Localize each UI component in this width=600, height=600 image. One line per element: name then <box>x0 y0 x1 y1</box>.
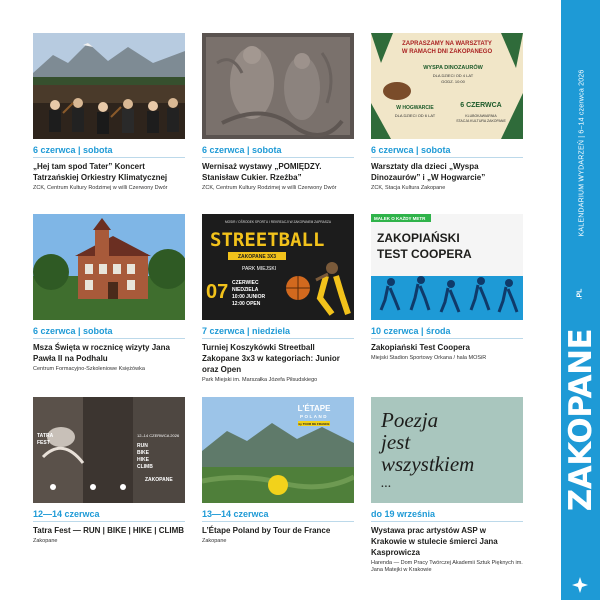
event-venue: ZCK, Centrum Kultury Rodzimej w willi Czerwony Dwór <box>33 185 168 191</box>
poster-text: POLAND <box>300 414 328 419</box>
divider <box>371 338 523 339</box>
event-venue: ZCK, Centrum Kultury Rodzimej w willi Czerwony Dwór <box>202 185 337 191</box>
event-date: do 19 września <box>371 509 436 519</box>
poster-text: NIEDZIELA <box>232 287 259 293</box>
poster-text: jest <box>381 430 411 454</box>
event-date: 6 czerwca | sobota <box>371 145 451 155</box>
event-image <box>371 397 523 503</box>
poster-text: ZAKOPIAŃSKI <box>377 231 460 245</box>
poster-text: W HOGWARCIE <box>396 105 434 111</box>
divider <box>371 157 523 158</box>
poster-text: CZERWIEC <box>232 280 259 286</box>
event-image <box>202 397 354 503</box>
event-image <box>33 33 185 139</box>
event-title[interactable]: Wystawa prac artystów ASP w Krakowie w stulecie śmierci Jana Kasprowicza <box>371 526 498 557</box>
divider <box>202 338 354 339</box>
event-venue: Miejski Stadion Sportowy Orkana / hala MOSiR <box>371 355 487 361</box>
divider <box>33 521 185 522</box>
poster-text: WYSPA DINOZAURÓW <box>423 65 483 71</box>
logo-suffix-text: .PL <box>576 288 584 300</box>
event-venue: ZCK, Stacja Kultura Zakopane <box>371 185 446 191</box>
event-title[interactable]: Wernisaż wystawy „POMIĘDZY. Stanisław Cukier. Rzeźba” <box>202 162 322 182</box>
poster-text: TEST COOPERA <box>377 247 472 261</box>
event-date: 7 czerwca | niedziela <box>202 326 291 336</box>
poster-text: GODZ. 10:00 <box>441 79 465 84</box>
poster-text: 12:00 OPEN <box>232 301 261 307</box>
poster-text: STREETBALL <box>210 229 325 251</box>
divider <box>33 157 185 158</box>
event-date: 12—14 czerwca <box>33 509 100 519</box>
poster-text: ZAPRASZAMY NA WARSZTATY <box>402 41 492 47</box>
poster-text: STACJA KULTURA ZAKOPANE <box>456 119 506 123</box>
snowflake-star-icon <box>569 576 591 594</box>
poster-text: MALEK O KAŻDY METR <box>374 216 426 221</box>
event-image <box>33 397 185 503</box>
poster-text: ZAKOPANE 3X3 <box>238 254 276 260</box>
event-date: 13—14 czerwca <box>202 509 269 519</box>
event-date: 6 czerwca | sobota <box>33 326 113 336</box>
poster-text: RUN <box>137 443 148 449</box>
event-venue: Park Miejski im. Marszałka Józefa Piłsudskiego <box>202 377 318 383</box>
poster-text: 12–14 CZERWCA 2026 <box>137 433 180 438</box>
poster-text: ... <box>381 476 392 491</box>
event-date: 6 czerwca | sobota <box>202 145 282 155</box>
event-title[interactable]: Warsztaty dla dzieci „Wyspa Dinozaurów” i „W Hogwarcie” <box>371 162 486 182</box>
poster-text: by TOUR DE FRANCE <box>298 422 330 426</box>
calendar-caption: KALENDARIUM WYDARZEŃ | 6–14 czerwca 2026 <box>578 69 586 237</box>
divider <box>371 521 523 522</box>
event-date: 6 czerwca | sobota <box>33 145 113 155</box>
event-venue: Harenda — Dom Pracy Twórczej Akademii Sztuk Pięknych im. Jana Matejki w Krakowie <box>371 560 523 573</box>
divider <box>202 157 354 158</box>
event-image <box>371 214 523 320</box>
poster-text: DLA DZIECI OD 6 LAT <box>394 113 436 118</box>
sidebar-caption <box>572 8 592 298</box>
event-image <box>202 33 354 139</box>
event-title[interactable]: „Hej tam spod Tater” Koncert Tatrzańskiej Orkiestry Klimatycznej <box>33 162 168 182</box>
poster-text: KLUBOKAWIARNIA <box>465 114 497 118</box>
poster-text: 6 CZERWCA <box>460 102 502 109</box>
event-venue: Zakopane <box>202 538 227 544</box>
event-date: 10 czerwca | środa <box>371 326 451 336</box>
poster-text: HIKE <box>137 457 149 463</box>
poster-text: BIKE <box>137 450 149 456</box>
divider <box>202 521 354 522</box>
event-venue: Zakopane <box>33 538 58 544</box>
event-title[interactable]: L’Étape Poland by Tour de France <box>202 526 331 535</box>
poster-text: wszystkiem <box>381 452 475 476</box>
poster-text: FEST <box>37 440 50 446</box>
poster-text: L'ÉTAPE <box>297 404 331 413</box>
event-venue: Centrum Formacyjno-Szkoleniowe Księżówka <box>33 366 145 372</box>
zakopane-logo[interactable] <box>561 270 600 570</box>
poster-text: Poezja <box>381 408 439 432</box>
event-image <box>33 214 185 320</box>
poster-text: ZAKOPANE <box>145 477 173 483</box>
poster-text: CLIMB <box>137 464 153 470</box>
event-title[interactable]: Turniej Koszykówki Streetball Zakopane 3x3 w kategoriach: Junior oraz Open <box>202 343 340 374</box>
logo-text: ZAKOPANE <box>562 328 599 512</box>
poster-text: W RAMACH DNI ZAKOPANEGO <box>401 49 493 55</box>
event-title[interactable]: Msza Święta w rocznicę wizyty Jana Pawła II na Podhalu <box>33 343 170 363</box>
event-title[interactable]: Zakopiański Test Coopera <box>371 343 470 352</box>
poster-text: DLA DZIECI OD 4 LAT <box>432 73 474 78</box>
poster-text: MOSIR / OŚRODEK SPORTU I REKREACJI W ZAKOPANEM ZAPRASZA <box>225 220 331 224</box>
divider <box>33 338 185 339</box>
event-image <box>202 214 354 320</box>
poster-text: 10:00 JUNIOR <box>232 294 266 300</box>
event-title[interactable]: Tatra Fest — RUN | BIKE | HIKE | CLIMB <box>33 526 185 535</box>
poster-text: TATRA <box>37 433 54 439</box>
event-image <box>371 33 523 139</box>
poster-text: PARK MIEJSKI <box>242 266 277 272</box>
poster-text: 07 <box>206 281 229 303</box>
